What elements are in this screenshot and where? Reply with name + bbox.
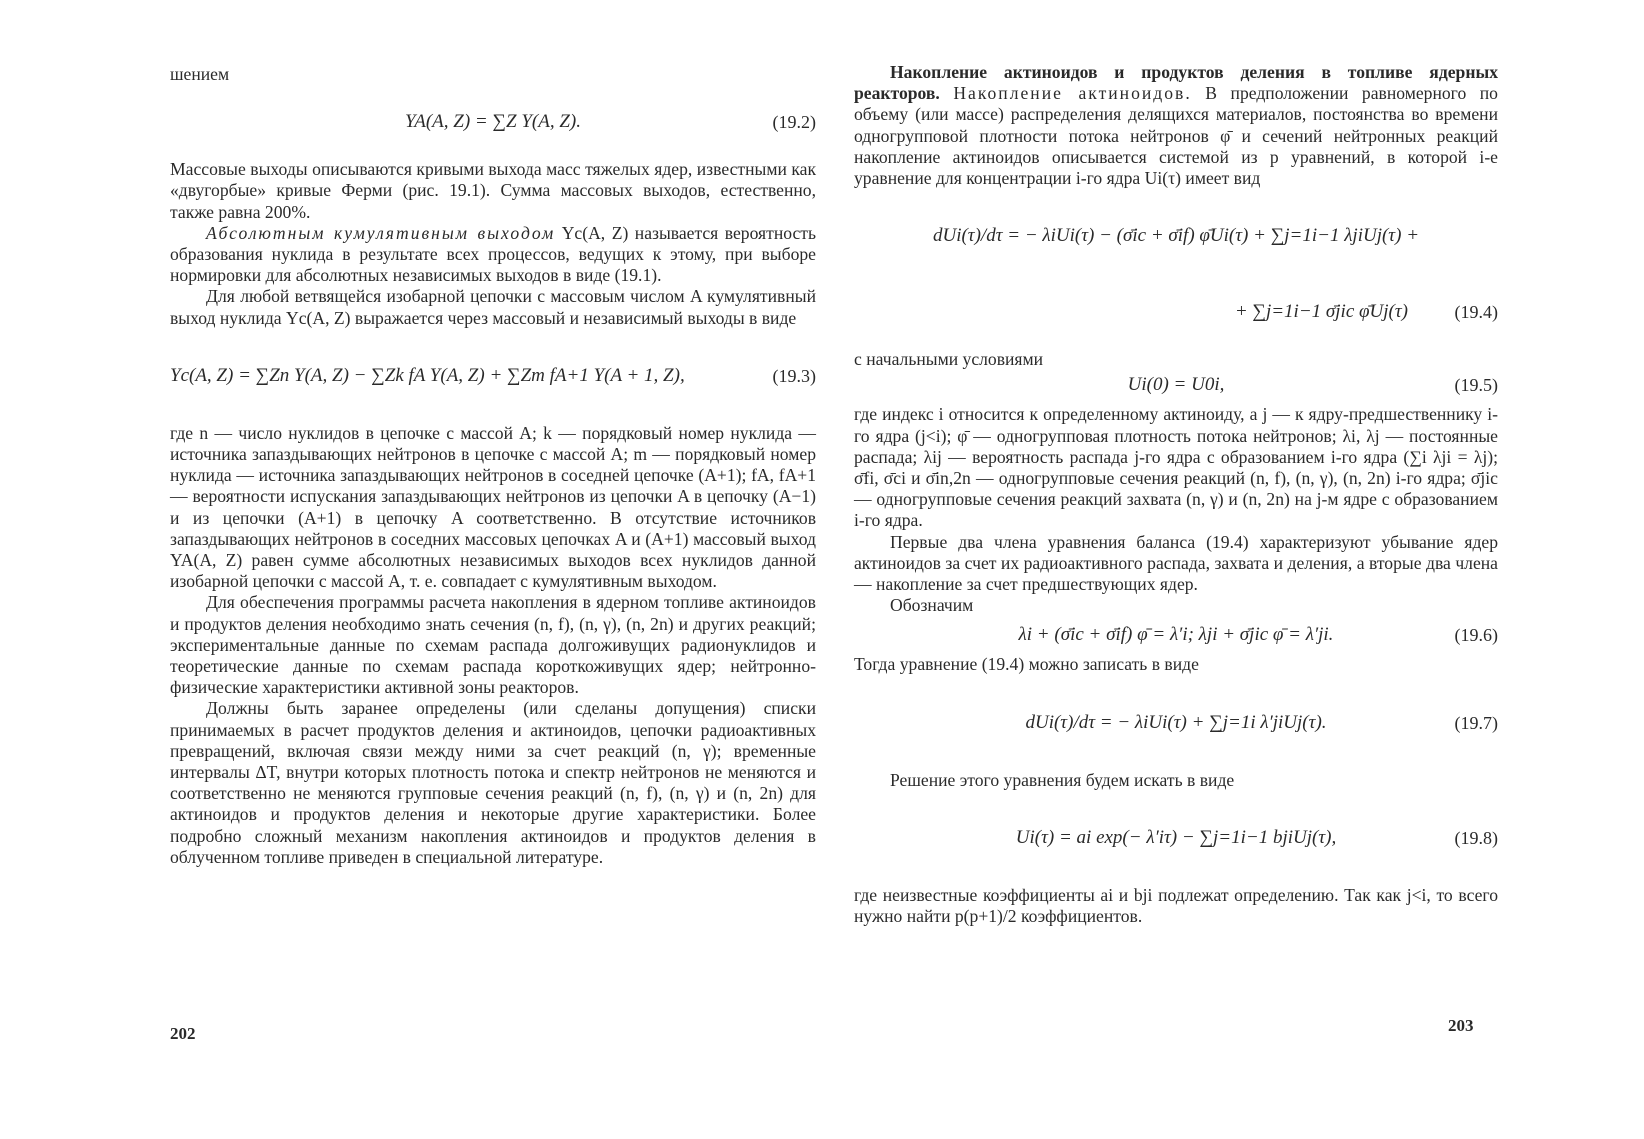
equation-19-4-line-1 bbox=[854, 197, 1498, 275]
page-number: 203 bbox=[1448, 1016, 1474, 1035]
page-203 bbox=[822, 0, 1644, 1139]
lead-text: шением bbox=[170, 64, 230, 84]
equation-19-4-line-2 bbox=[854, 283, 1498, 341]
equation-19-4-body-a: dUi(τ)/dτ = − λiUi(τ) − (σ̄ic + σ̄if) φ̄Ui(τ) + ∑j=1i−1 λjiUj(τ) + bbox=[932, 225, 1420, 247]
paragraph: где неизвестные коэффициенты ai и bji подлежат определению. Так как j<i, то всего нужно найти p(p+1)/2 коэффициентов. bbox=[854, 884, 1498, 927]
paragraph: Тогда уравнение (19.4) можно записать в виде bbox=[854, 654, 1199, 675]
equation-19-7-number: (19.7) bbox=[1454, 712, 1498, 733]
equation-19-8-number: (19.8) bbox=[1454, 827, 1498, 848]
paragraph: с начальными условиями bbox=[854, 349, 1044, 370]
right-text-column bbox=[854, 62, 1498, 927]
paragraph-text: Yc(A, Z) называется вероятность образования нуклида в результате всех процессов, ведущих к этому, при выборе нормировки для абсолютных независимых выходов в виде (19.1). bbox=[170, 222, 816, 286]
section-heading-paragraph bbox=[854, 62, 1498, 189]
page-number: 202 bbox=[170, 1024, 196, 1043]
paragraph: Первые два члена уравнения баланса (19.4) характеризуют убывание ядер актиноидов за счет их радиоактивного распада, захвата и деления, а вторые два члена — накопление за счет предшествующих ядер. bbox=[854, 531, 1498, 595]
equation-19-6-number: (19.6) bbox=[1454, 625, 1498, 646]
equation-19-2-body: YA(A, Z) = ∑Z Y(A, Z). bbox=[404, 111, 581, 133]
section-heading: Накопление актиноидов и продуктов деления в топливе ядерных реакторов. bbox=[854, 62, 1498, 104]
equation-19-5-number: (19.5) bbox=[1454, 375, 1498, 396]
equation-19-3-number: (19.3) bbox=[772, 365, 816, 386]
paragraph: Должны быть заранее определены (или сделаны допущения) списки принимаемых в расчет продуктов деления и актиноидов, цепочки радиоактивных превращений, включая связи между ними за счет реакций (n, γ); временные интервалы ΔT, внутри которых плотность потока и спектр нейтронов не меняются и соответственно не меняются групповые сечения реакций (n, f), (n, γ) и (n, 2n) для актиноидов и продуктов деления и некоторые другие характеристики. Более подробно сложный механизм накопления актиноидов и продуктов деления в облученном топливе приведен в специальной литературе. bbox=[170, 698, 816, 867]
paragraph: Для любой ветвящейся изобарной цепочки с массовым числом A кумулятивный выход нуклида Yc(A, Z) выражается через массовый и независимый выходы в виде bbox=[170, 286, 816, 328]
equation-19-5-body: Ui(0) = U0i, bbox=[1127, 374, 1225, 396]
equation-19-6 bbox=[854, 618, 1498, 652]
equation-19-4-body-b: + ∑j=1i−1 σ̄jic φ̄Uj(τ) bbox=[1234, 301, 1408, 323]
equation-19-5 bbox=[854, 370, 1498, 400]
equation-19-6-body: λi + (σ̄ic + σ̄if) φ̄ = λ′i; λji + σ̄jic φ̄ = λ′ji. bbox=[1018, 624, 1334, 646]
left-text-column bbox=[170, 64, 816, 868]
paragraph: где n — число нуклидов в цепочке с массой A; k — порядковый номер нуклида — источника запаздывающих нейтронов в цепочке с массой A; m — порядковый номер нуклида — источника запаздывающих нейтронов в соседней цепочке (A+1); fA, fA+1 — вероятности испускания запаздывающих нейтронов из цепочки A в цепочку (A−1) и из цепочки (A+1) в цепочку A соответственно. В отсутствие источников запаздывающих нейтронов в соседних массовых цепочках A и (A+1) массовый выход YA(A, Z) равен сумме абсолютных независимых выходов всех нуклидов данной изобарной цепочки с массой A, т. е. совпадает с кумулятивным выходом. bbox=[170, 422, 816, 592]
equation-19-8-body: Ui(τ) = ai exp(− λ′iτ) − ∑j=1i−1 bjiUj(τ), bbox=[1015, 826, 1337, 848]
equation-19-2-number: (19.2) bbox=[772, 112, 816, 133]
equation-19-7-body: dUi(τ)/dτ = − λiUi(τ) + ∑j=1i λ′jiUj(τ). bbox=[1025, 711, 1327, 733]
paragraph-text: В предположении равномерного по объему (или массе) распределения делящихся материалов, постоянства во времени одногрупповой плотности потока нейтронов φ̄ и сечений нейтронных реакций накопление актиноидов описывается системой из p уравнений, в которой i-е уравнение для концентрации i-го ядра Ui(τ) имеет вид bbox=[854, 83, 1498, 189]
equation-19-3-body: Yc(A, Z) = ∑Zn Y(A, Z) − ∑Zk fA Y(A, Z) + ∑Zm fA+1 Y(A + 1, Z), bbox=[170, 364, 685, 386]
equation-19-8 bbox=[854, 799, 1498, 877]
paragraph: Обозначим bbox=[890, 595, 974, 616]
equation-19-4-number: (19.4) bbox=[1454, 302, 1498, 323]
paragraph: где индекс i относится к определенному актиноиду, а j — к ядру-предшественнику i-го ядра (j<i); φ̄ — одногрупповая плотность потока нейтронов; λi, λj — постоянные распада; λij — вероятность распада j-го ядра с образованием i-го ядра (∑i λji = λj); σ̄fi, σ̄ci и σ̄in,2n — одногрупповые сечения реакций (n, f), (n, γ), (n, 2n) i-го ядра; σ̄jic — одногрупповые сечения реакций захвата (n, γ) и (n, 2n) на j-м ядре с образованием i-го ядра. bbox=[854, 404, 1498, 531]
paragraph: Для обеспечения программы расчета накопления в ядерном топливе актиноидов и продуктов деления необходимо знать сечения (n, f), (n, γ), (n, 2n) и других реакций; экспериментальные данные по схемам распада долгоживущих радионуклидов и теоретические данные по схемам распада короткоживущих ядер; нейтронно-физические характеристики активной зоны реакторов. bbox=[170, 592, 816, 698]
equation-19-2 bbox=[170, 93, 816, 151]
equation-19-7 bbox=[854, 684, 1498, 762]
term-emphasis: Абсолютным кумулятивным выходом bbox=[206, 222, 556, 243]
subsection-heading: Накопление актиноидов. bbox=[953, 83, 1192, 104]
paragraph: Решение этого уравнения будем искать в виде bbox=[890, 769, 1235, 790]
paragraph: Массовые выходы описываются кривыми выхода масс тяжелых ядер, известными как «двугорбые» кривые Ферми (рис. 19.1). Сумма массовых выходов, естественно, также равна 200%. bbox=[170, 159, 816, 222]
equation-19-3 bbox=[170, 337, 816, 415]
paragraph bbox=[170, 223, 816, 287]
